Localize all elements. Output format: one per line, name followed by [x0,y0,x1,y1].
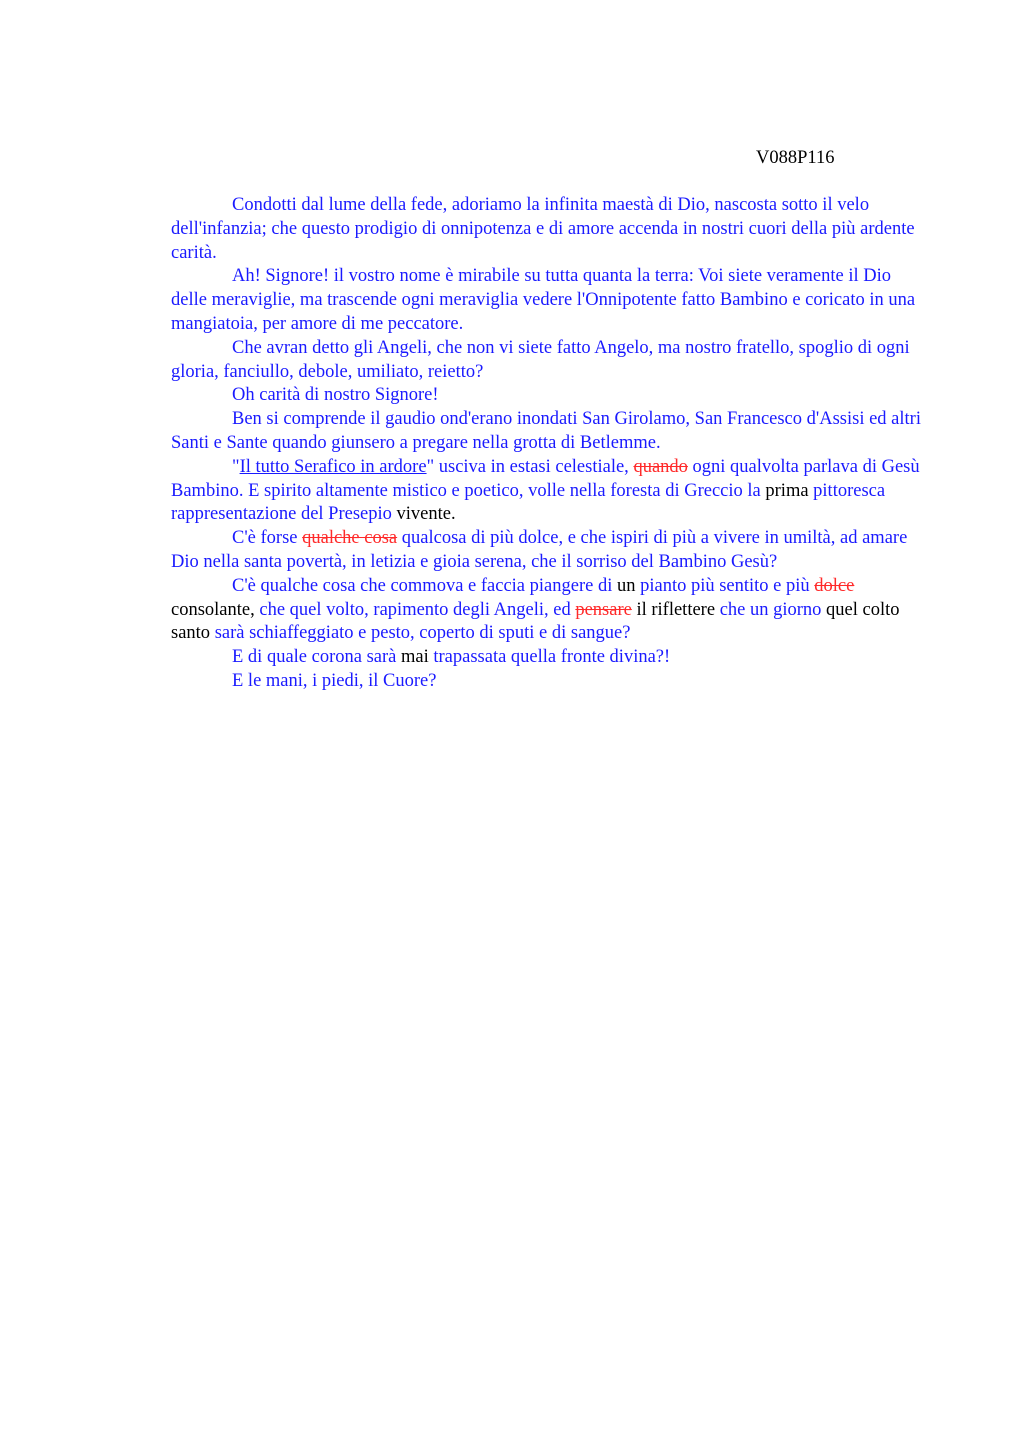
inserted-text: prima [765,480,809,501]
paragraph [171,265,931,336]
text-run: Che avran detto gli Angeli, che non vi siete fatto Angelo, ma nostro fratello, spoglio di ogni gloria, fanciullo, debole, umiliato, reietto? [171,337,910,382]
text-run: C'è qualche cosa che commova e faccia piangere di [232,575,617,596]
paragraph [171,670,931,694]
paragraph [171,337,931,385]
text-run: pianto più sentito e più [635,575,815,596]
paragraph [171,408,931,456]
text-run: ogni qualvolta parlava di Gesù Bambino. E spirito altamente mistico e poetico, volle nella foresta di Greccio la [171,456,920,501]
inserted-text: il riflettere [631,599,716,620]
document-body [171,194,931,694]
text-run: E di quale corona sarà [232,647,401,668]
inserted-text: vivente. [396,504,456,525]
text-run: Ben si comprende il gaudio ond'erano inondati San Girolamo, San Francesco d'Assisi ed altri Santi e Sante quando giunsero a pregare nella grotta di Betlemme. [171,409,921,453]
deleted-text: qualche cosa [302,528,398,549]
paragraph [171,575,931,646]
page-identifier: V088P116 [756,148,835,168]
text-run: Oh carità di nostro Signore! [232,385,439,406]
paragraph [171,527,931,575]
text-run: qualcosa di più dolce, e che ispiri di più a vivere in umiltà, ad amare Dio nella santa povertà, in letizia e gioia serena, che il sorriso del Bambino Gesù? [171,528,908,572]
deleted-text: pensare [575,599,632,620]
text-run: pittoresca rappresentazione del Presepio [171,480,886,525]
deleted-text: dolce [814,575,855,596]
text-run: sarà schiaffeggiato e pesto, coperto di sputi e di sangue? [210,623,631,644]
paragraph [171,456,931,527]
text-run: che un giorno [715,599,827,620]
text-run: trapassata quella fronte divina?! [428,647,671,668]
inserted-text: quel colto santo [171,599,900,644]
inserted-text: un [616,575,636,596]
text-run: Condotti dal lume della fede, adoriamo la infinita maestà di Dio, nascosta sotto il velo dell'infanzia; che questo prodigio di onnipotenza e di amore accenda in nostri cuori della più ardente carità. [171,195,915,263]
text-run: " usciva in estasi celestiale, [426,456,634,477]
underlined-text: Il tutto Serafico in ardore [239,456,427,477]
paragraph [171,646,931,670]
text-run: che quel volto, rapimento degli Angeli, ed [254,599,576,620]
deleted-text: quando [633,456,688,477]
paragraph [171,194,931,265]
inserted-text: consolante, [171,599,255,620]
paragraph [171,384,931,408]
inserted-text: mai [401,647,429,668]
text-run: E le mani, i piedi, il Cuore? [232,670,437,691]
text-run: C'è forse [232,528,303,549]
text-run: Ah! Signore! il vostro nome è mirabile su tutta quanta la terra: Voi siete veramente il Dio delle meraviglie, ma trascende ogni meraviglia vedere l'Onnipotente fatto Bambino e coricato in una mangiatoia, per amore di me peccatore. [171,266,916,334]
text-run: " [232,456,240,477]
